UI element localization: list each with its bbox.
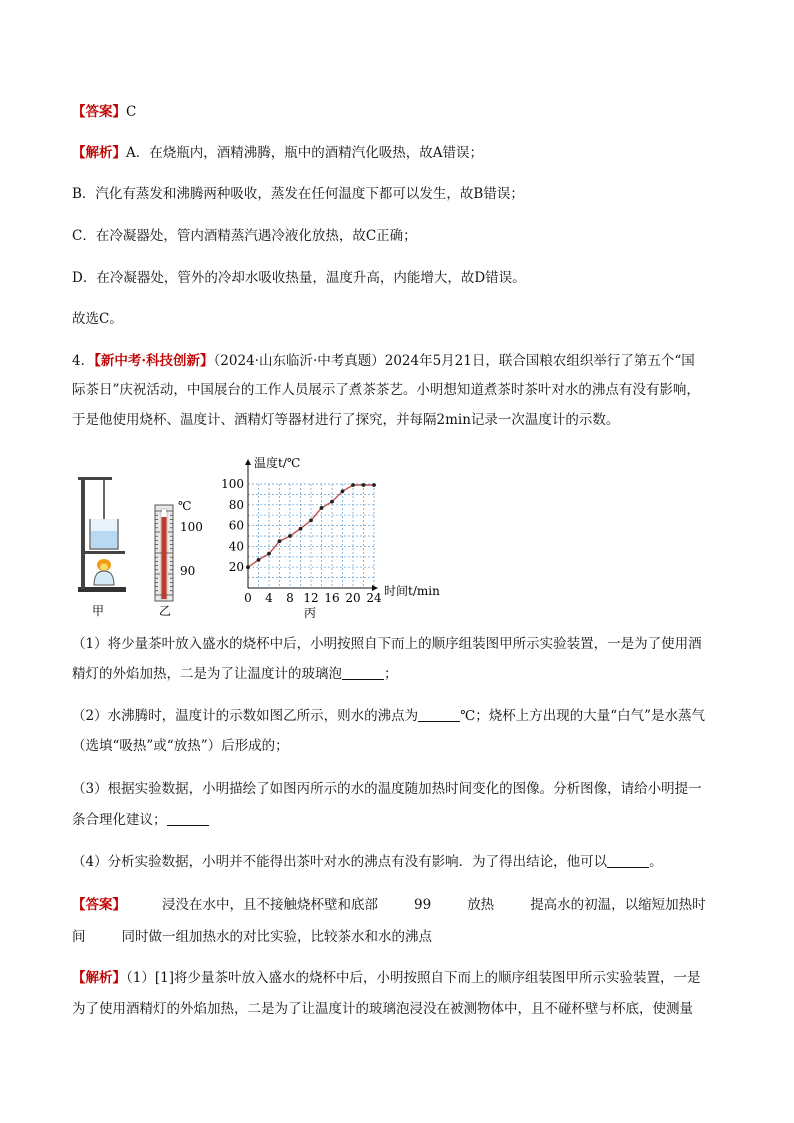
thermo-label-100: 100 xyxy=(180,520,203,534)
x-tick-label: 12 xyxy=(303,591,319,605)
q3-analysis-b: B．汽化有蒸发和沸腾两种吸收，蒸发在任何温度下都可以发生，故B错误； xyxy=(72,186,524,202)
x-tick-label: 24 xyxy=(366,591,382,605)
answer-4: 提高水的初温，以缩短加热时 xyxy=(530,897,706,913)
q4-analysis-line-1 xyxy=(72,968,722,988)
experiment-figure xyxy=(72,455,462,620)
q4-answer-line-1 xyxy=(72,895,722,915)
analysis-text: A．在烧瓶内，酒精沸腾，瓶中的酒精汽化吸热，故A错误； xyxy=(126,145,483,161)
q4-sub1-line-2 xyxy=(72,664,722,684)
y-axis-label: 温度t/℃ xyxy=(254,456,301,470)
answer-tag: 【答案】 xyxy=(72,104,126,120)
q3-analysis-c: C．在冷凝器处，管内酒精蒸汽遇冷液化放热，故C正确； xyxy=(72,228,417,244)
thermo-unit: ℃ xyxy=(178,499,192,513)
sub1-end: ； xyxy=(384,666,398,682)
y-tick-label: 40 xyxy=(228,539,244,554)
temperature-chart xyxy=(221,455,440,605)
data-point xyxy=(267,552,271,556)
data-point xyxy=(362,483,366,487)
data-point xyxy=(288,534,292,538)
q3-conclusion: 故选C。 xyxy=(72,311,123,327)
sub2-mid: ℃；烧杯上方出现的大量“白气”是水蒸气 xyxy=(460,708,705,724)
question-badge: 【新中考·科技创新】 xyxy=(94,353,214,369)
y-axis-arrow xyxy=(245,459,251,465)
q4-sub3-line-1: （3）根据实验数据，小明描绘了如图丙所示的水的温度随加热时间变化的图像。分析图像，请给小明提一 xyxy=(72,781,702,797)
thermo-label-90: 90 xyxy=(180,564,196,578)
sub1-text: 精灯的外焰加热，二是为了让温度计的玻璃泡 xyxy=(72,666,342,682)
q4-sub3-line-2 xyxy=(72,810,722,830)
x-tick-label: 16 xyxy=(324,591,340,605)
q4-sub2-line-2: （选填“吸热”或“放热”）后形成的； xyxy=(72,738,289,754)
data-point xyxy=(278,539,282,543)
answer-value: C xyxy=(126,104,137,120)
analysis-text: （1）[1]将少量茶叶放入盛水的烧杯中后，小明按照自下而上的顺序组装图甲所示实验装置，一是 xyxy=(126,970,701,986)
sub2-text: （2）水沸腾时，温度计的示数如图乙所示，则水的沸点为 xyxy=(72,708,419,724)
question-number: 4． xyxy=(72,353,95,369)
answer-tag: 【答案】 xyxy=(72,897,126,913)
data-point xyxy=(299,527,303,531)
apparatus-jia xyxy=(78,477,126,592)
analysis-tag: 【解析】 xyxy=(72,145,126,161)
x-tick-label: 4 xyxy=(265,591,273,605)
sub4-end: 。 xyxy=(649,854,663,870)
y-tick-label: 20 xyxy=(228,560,244,575)
sub3-text: 条合理化建议； xyxy=(72,812,167,828)
data-point xyxy=(330,500,334,504)
x-tick-label: 0 xyxy=(244,591,252,605)
answer-3: 放热 xyxy=(467,897,495,913)
x-axis-label: 时间t/min xyxy=(384,584,440,598)
y-tick-label: 100 xyxy=(221,477,244,491)
data-point xyxy=(257,558,261,562)
data-point xyxy=(341,489,345,493)
thermometer-liquid xyxy=(162,517,167,599)
q4-stem-line-1 xyxy=(72,351,722,371)
data-point xyxy=(309,519,313,523)
answer-1: 浸没在水中，且不接触烧杯壁和底部 xyxy=(162,897,378,913)
data-point xyxy=(320,506,324,510)
x-tick-label: 8 xyxy=(286,591,294,605)
q4-stem-line-2: 际茶日”庆祝活动，中国展台的工作人员展示了煮茶茶艺。小明想知道煮茶时茶叶对水的沸点有没有影响， xyxy=(72,382,700,398)
label-yi: 乙 xyxy=(159,604,172,618)
q4-answer-line-2 xyxy=(72,927,722,947)
figure-svg xyxy=(72,455,462,620)
q4-stem-line-3: 于是他使用烧杯、温度计、酒精灯等器材进行了探究，并每隔2min记录一次温度计的示数。 xyxy=(72,412,620,428)
answer-blank xyxy=(607,853,649,868)
q4-sub4-line xyxy=(72,852,722,872)
answer-5: 同时做一组加热水的对比实验，比较茶水和水的沸点 xyxy=(121,929,432,945)
question-stem: （2024·山东临沂·中考真题）2024年5月21日，联合国粮农组织举行了第五个“国 xyxy=(213,353,695,369)
q4-analysis-line-2: 为了使用酒精灯的外焰加热，二是为了让温度计的玻璃泡浸没在被测物体中，且不碰杯壁与杯底，使测量 xyxy=(72,1001,693,1017)
q3-answer-line xyxy=(72,102,722,122)
answer-4-cont: 间 xyxy=(72,929,86,945)
thermometer-yi xyxy=(155,499,203,601)
q4-sub2-line-1 xyxy=(72,706,722,726)
answer-blank xyxy=(342,665,384,680)
answer-2: 99 xyxy=(414,897,432,913)
x-tick-label: 20 xyxy=(345,591,361,605)
label-bing: 丙 xyxy=(304,606,317,620)
analysis-tag: 【解析】 xyxy=(72,970,126,986)
label-jia: 甲 xyxy=(92,604,105,618)
sub4-text: （4）分析实验数据，小明并不能得出茶叶对水的沸点有没有影响．为了得出结论，他可以 xyxy=(72,854,608,870)
q4-sub1-line-1: （1）将少量茶叶放入盛水的烧杯中后，小明按照自下而上的顺序组装图甲所示实验装置，一是为了使用酒 xyxy=(72,636,702,652)
answer-blank xyxy=(418,707,460,722)
y-tick-label: 60 xyxy=(228,518,244,533)
data-point xyxy=(246,565,250,569)
q3-analysis-a xyxy=(72,143,722,163)
q3-analysis-d: D．在冷凝器处，管外的冷却水吸收热量，温度升高，内能增大，故D错误。 xyxy=(72,270,526,286)
y-tick-label: 80 xyxy=(228,497,244,512)
data-point xyxy=(351,483,355,487)
data-point xyxy=(372,483,376,487)
answer-blank xyxy=(167,811,209,826)
